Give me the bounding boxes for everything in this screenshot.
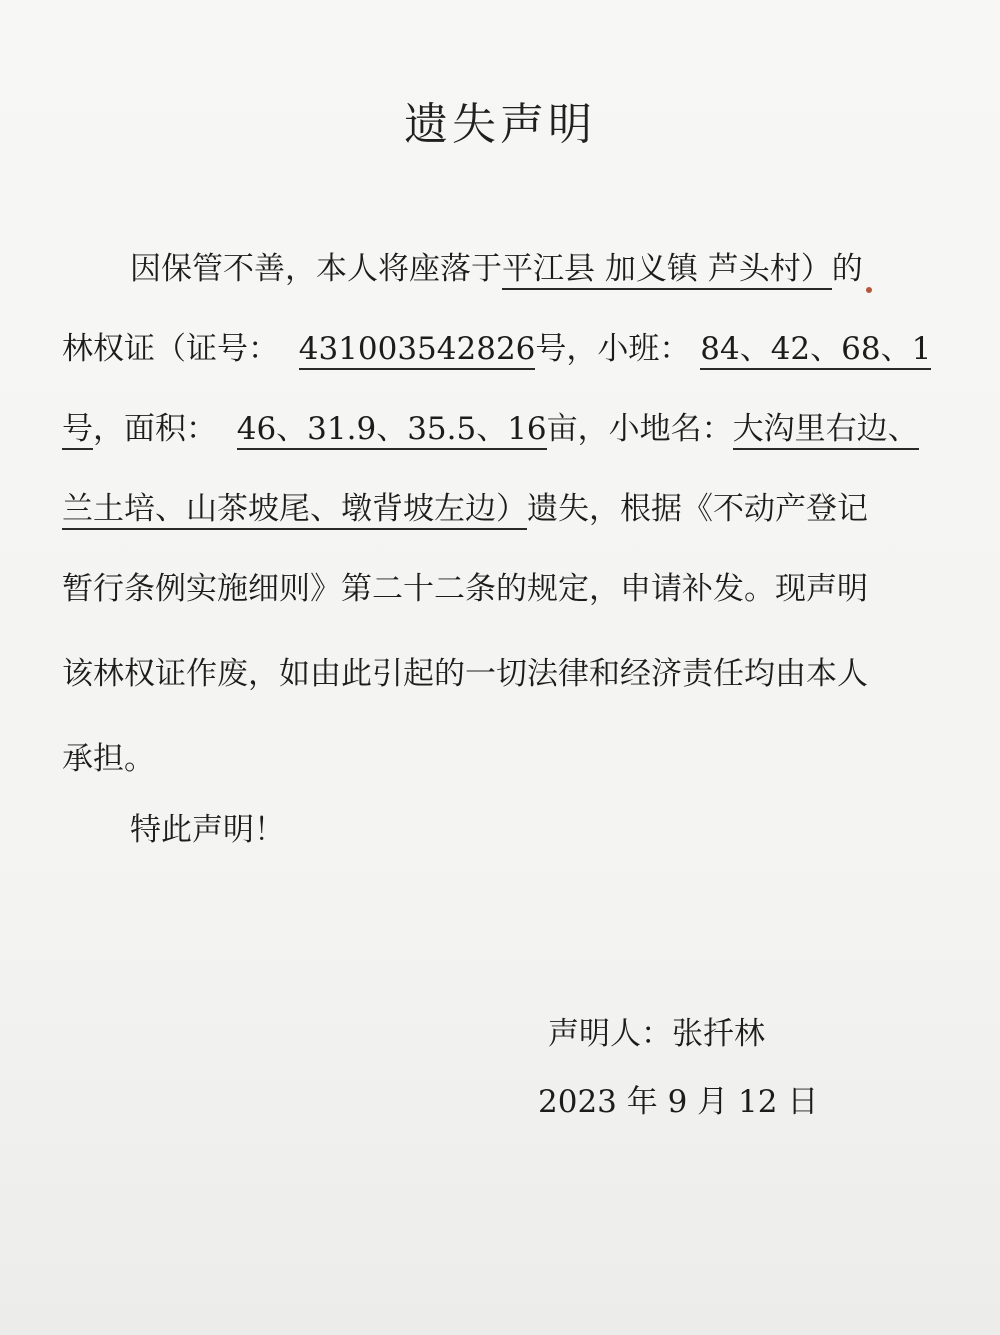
body-line-1 bbox=[130, 247, 863, 291]
body-text: ，面积： bbox=[93, 411, 217, 447]
place-names: 兰土培、山茶坡尾、墩背坡左边） bbox=[62, 491, 527, 530]
body-line-4 bbox=[62, 487, 868, 531]
body-text: 亩，小地名： bbox=[546, 411, 733, 447]
body-text: 遗失，根据《不动产登记 bbox=[527, 491, 868, 527]
body-text: 的 bbox=[831, 251, 863, 287]
document-title: 遗失声明 bbox=[404, 99, 596, 150]
certificate-number: 431003542826 bbox=[299, 331, 536, 370]
body-text: 因保管不善，本人将座落于 bbox=[130, 251, 502, 287]
area-values: 46、31.9、35.5、16 bbox=[237, 411, 547, 450]
declaration-date: 2023 年 9 月 12 日 bbox=[538, 1084, 819, 1120]
subcompartment-numbers: 84、42、68、1 bbox=[700, 331, 931, 370]
ink-mark bbox=[866, 287, 872, 293]
body-line-3 bbox=[62, 407, 919, 451]
body-line-2 bbox=[62, 327, 931, 371]
place-names: 大沟里右边、 bbox=[733, 411, 919, 450]
closing-statement: 特此声明！ bbox=[130, 812, 285, 848]
location-underlined: 平江县 加义镇 芦头村） bbox=[502, 251, 832, 290]
body-text: 林权证（证号： bbox=[62, 331, 279, 367]
body-line-6: 该林权证作废，如由此引起的一切法律和经济责任均由本人 bbox=[62, 656, 868, 692]
declarant-signature: 声明人：张扦林 bbox=[548, 1016, 765, 1052]
body-line-7: 承担。 bbox=[62, 741, 155, 777]
body-text-underlined: 号 bbox=[62, 411, 93, 450]
body-line-5: 暂行条例实施细则》第二十二条的规定，申请补发。现声明 bbox=[62, 571, 868, 607]
body-text: 号，小班： bbox=[535, 331, 691, 367]
